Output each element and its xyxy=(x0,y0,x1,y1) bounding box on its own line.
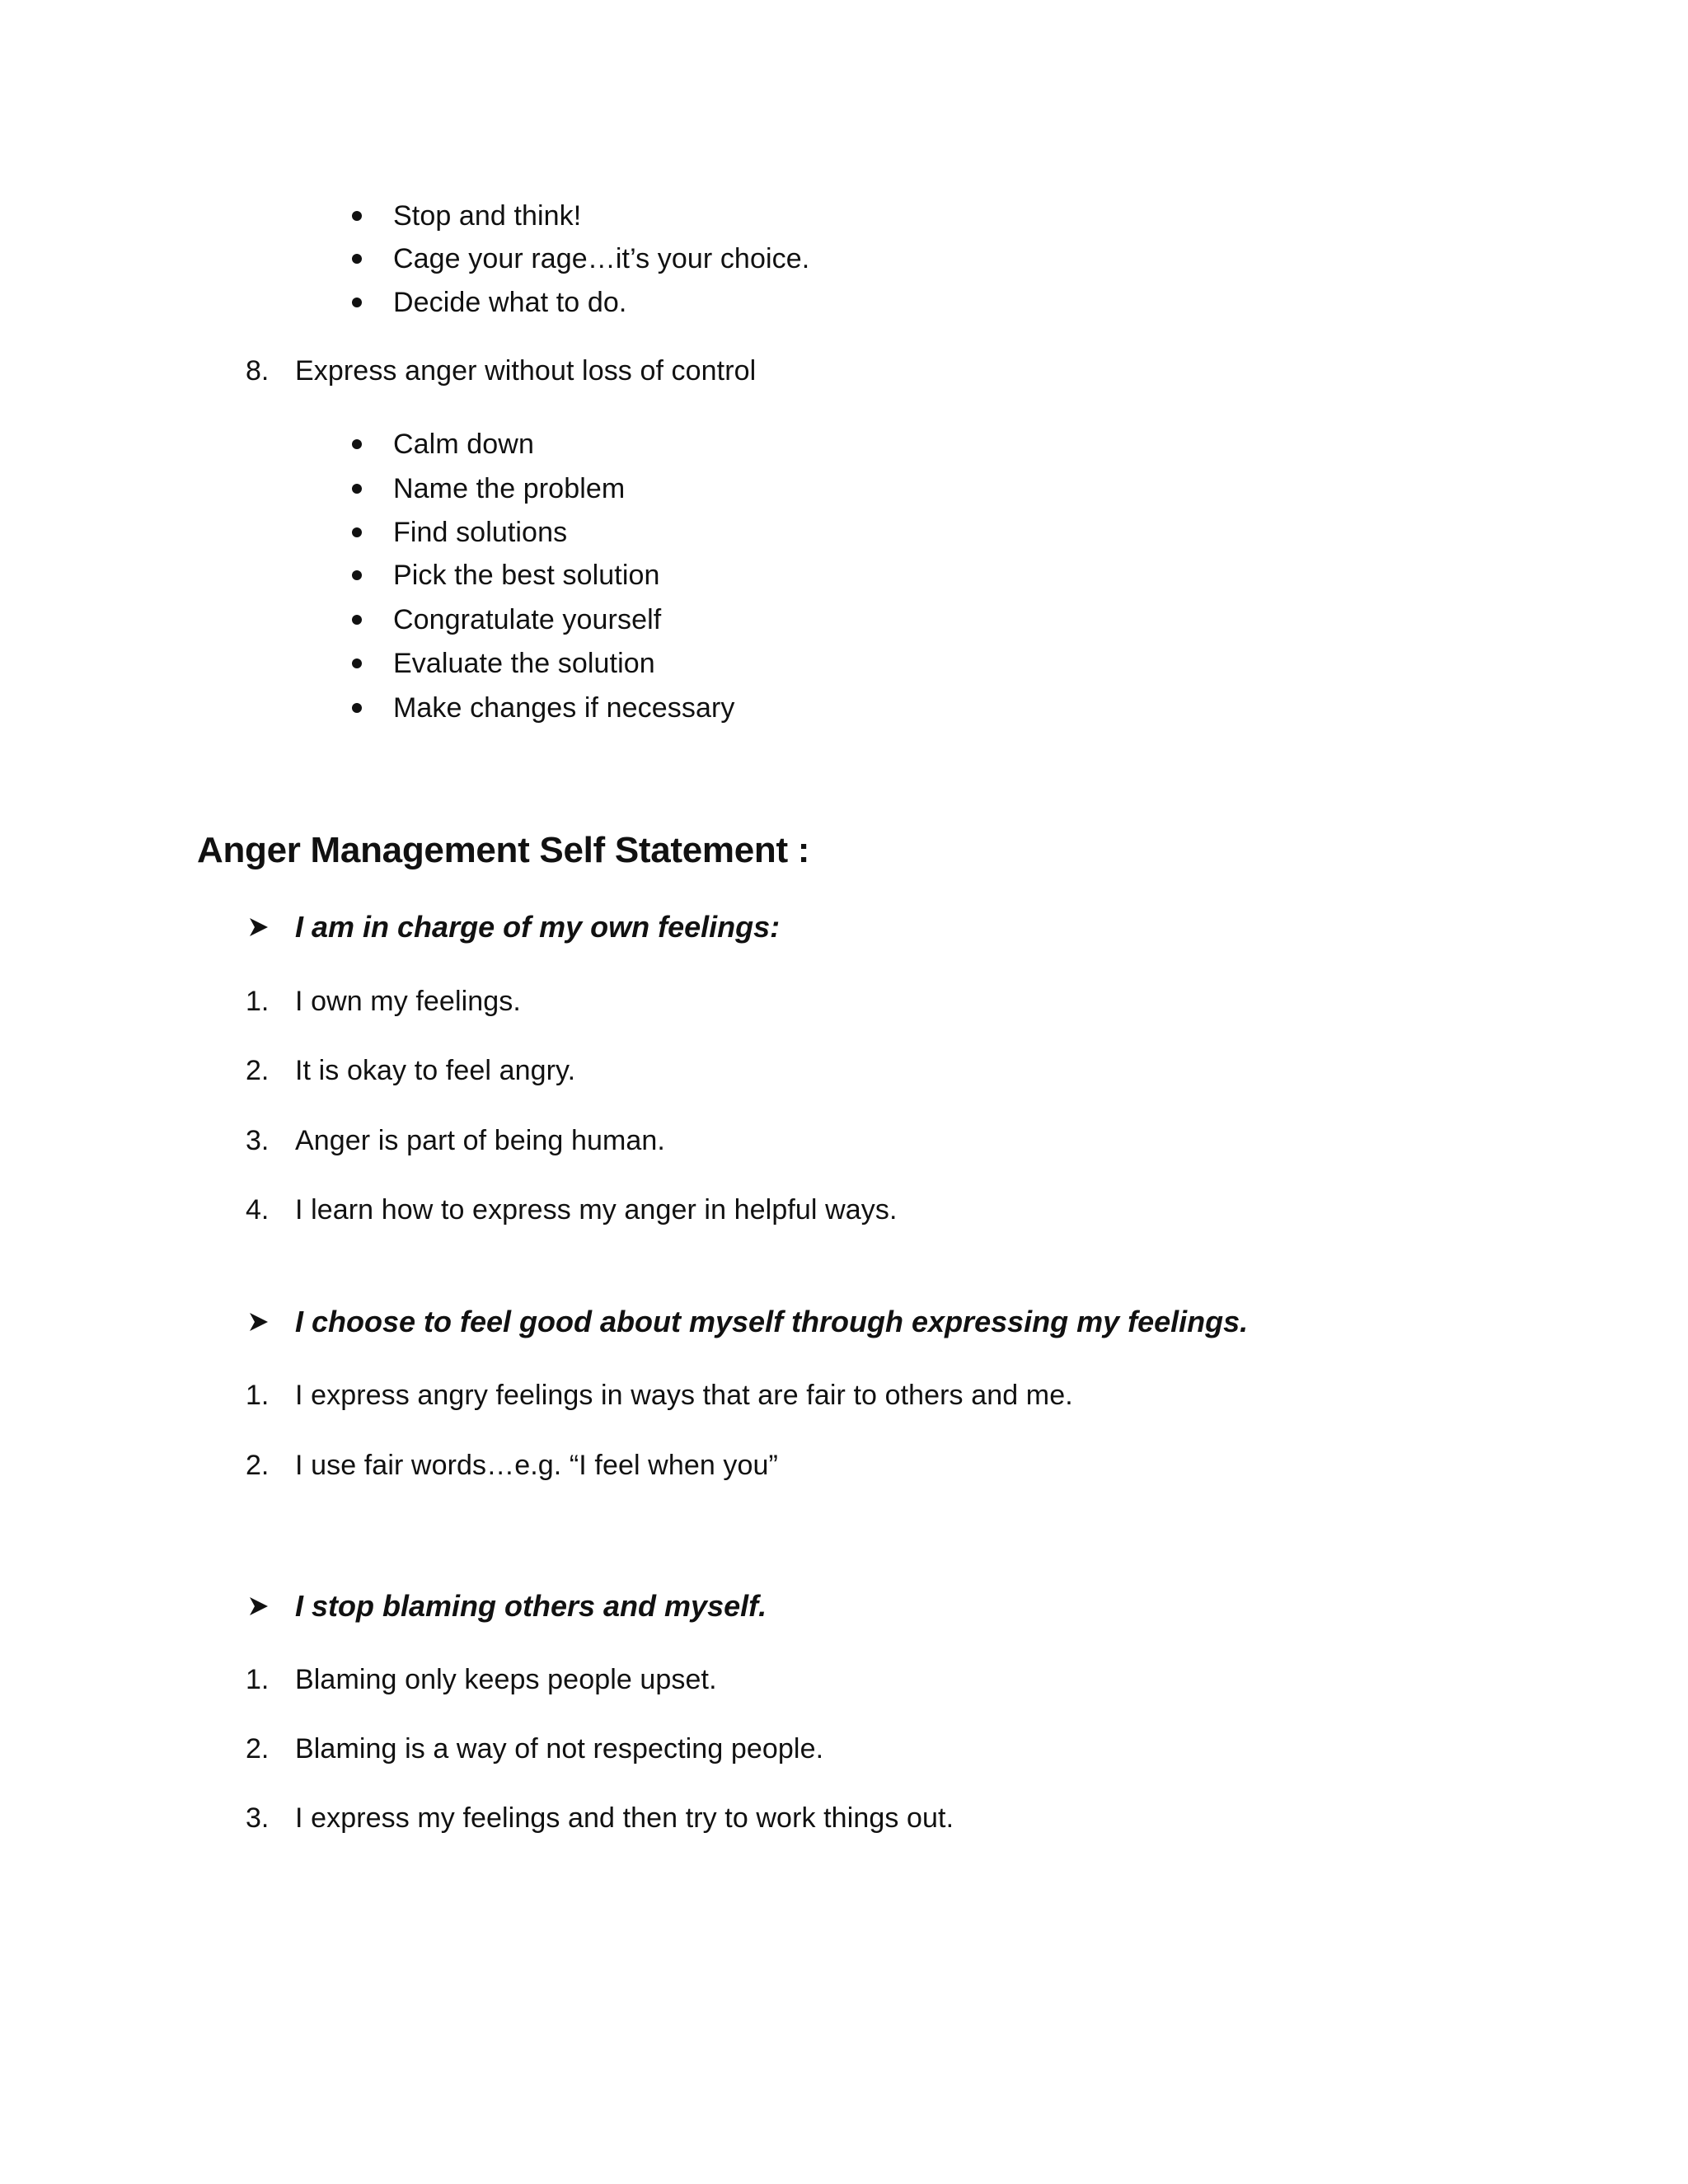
list-item: Blaming only keeps people upset. xyxy=(295,1664,717,1695)
list-number: 4. xyxy=(246,1194,270,1226)
bullet-dot-icon xyxy=(352,484,362,494)
group-heading: I stop blaming others and myself. xyxy=(295,1589,767,1623)
arrowhead-bullet-icon xyxy=(247,1310,270,1333)
list-item: Congratulate yourself xyxy=(393,604,662,635)
list-item: Stop and think! xyxy=(393,200,582,232)
list-number: 2. xyxy=(246,1055,270,1086)
list-item: Make changes if necessary xyxy=(393,692,735,724)
list-item: Blaming is a way of not respecting people. xyxy=(295,1733,824,1765)
bullet-dot-icon xyxy=(352,254,362,264)
bullet-dot-icon xyxy=(352,527,362,537)
list-number: 1. xyxy=(246,1664,270,1695)
list-number: 3. xyxy=(246,1125,270,1156)
list-item-8: Express anger without loss of control xyxy=(295,355,757,387)
list-item: I learn how to express my anger in helpful ways. xyxy=(295,1194,898,1226)
section-title: Anger Management Self Statement : xyxy=(197,830,810,870)
list-number: 1. xyxy=(246,1380,270,1411)
list-item: I express my feelings and then try to work things out. xyxy=(295,1802,954,1834)
list-item: Evaluate the solution xyxy=(393,648,655,679)
list-item: I use fair words…e.g. “I feel when you” xyxy=(295,1450,778,1481)
list-item: Name the problem xyxy=(393,473,626,504)
bullet-dot-icon xyxy=(352,703,362,713)
bullet-dot-icon xyxy=(352,211,362,221)
arrowhead-bullet-icon xyxy=(247,916,270,939)
list-item: Calm down xyxy=(393,429,534,460)
list-number: 2. xyxy=(246,1733,270,1765)
list-item: I express angry feelings in ways that are fair to others and me. xyxy=(295,1380,1073,1411)
group-heading: I choose to feel good about myself through expressing my feelings. xyxy=(295,1305,1249,1338)
list-number: 2. xyxy=(246,1450,270,1481)
bullet-dot-icon xyxy=(352,570,362,580)
list-item: Find solutions xyxy=(393,517,568,548)
list-number: 3. xyxy=(246,1802,270,1834)
bullet-dot-icon xyxy=(352,658,362,668)
list-item: Anger is part of being human. xyxy=(295,1125,665,1156)
list-number: 8. xyxy=(246,355,270,387)
list-item: It is okay to feel angry. xyxy=(295,1055,576,1086)
arrowhead-bullet-icon xyxy=(247,1595,270,1618)
bullet-dot-icon xyxy=(352,439,362,449)
bullet-dot-icon xyxy=(352,298,362,307)
list-item: Decide what to do. xyxy=(393,287,627,318)
group-heading: I am in charge of my own feelings: xyxy=(295,910,781,944)
bullet-dot-icon xyxy=(352,615,362,625)
list-item: Pick the best solution xyxy=(393,560,660,591)
list-item: I own my feelings. xyxy=(295,986,521,1017)
list-item: Cage your rage…it’s your choice. xyxy=(393,243,810,274)
list-number: 1. xyxy=(246,986,270,1017)
